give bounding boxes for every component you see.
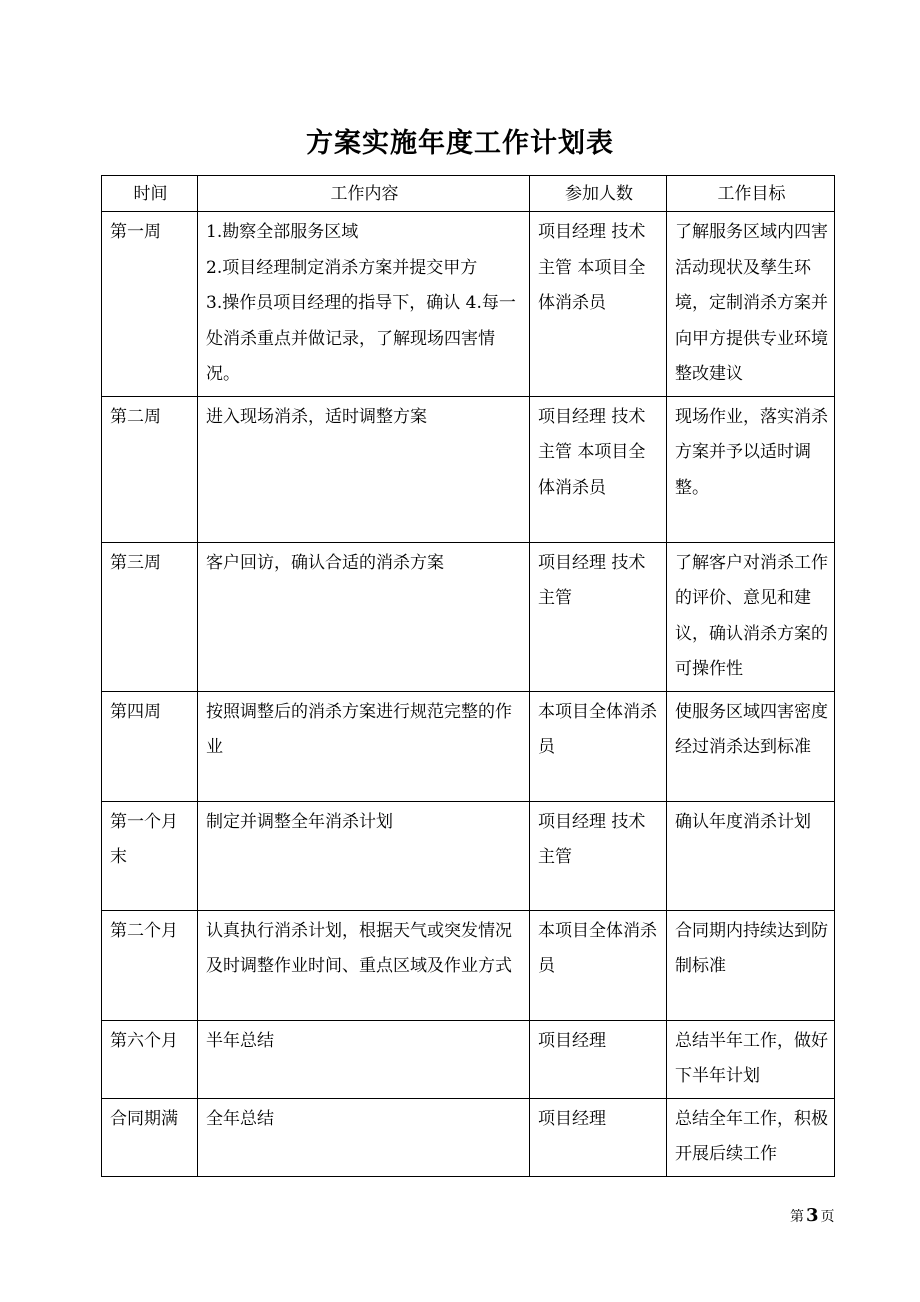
cell-time: 第四周 bbox=[102, 691, 198, 801]
cell-staff: 本项目全体消杀员 bbox=[530, 910, 667, 1020]
table-row bbox=[102, 212, 835, 397]
cell-time: 第一个月末 bbox=[102, 801, 198, 910]
table-row bbox=[102, 910, 835, 1020]
cell-time: 合同期满 bbox=[102, 1098, 198, 1176]
cell-time: 第二周 bbox=[102, 396, 198, 542]
cell-goal: 了解客户对消杀工作的评价、意见和建议，确认消杀方案的可操作性 bbox=[667, 542, 835, 691]
content-line: 制定并调整全年消杀计划 bbox=[206, 811, 393, 832]
header-staff: 参加人数 bbox=[530, 176, 667, 212]
header-goal: 工作目标 bbox=[667, 176, 835, 212]
content-line: 半年总结 bbox=[206, 1030, 274, 1051]
cell-staff: 项目经理 bbox=[530, 1098, 667, 1176]
cell-goal: 总结全年工作，积极开展后续工作 bbox=[667, 1098, 835, 1176]
cell-content bbox=[198, 1098, 530, 1176]
cell-goal: 确认年度消杀计划 bbox=[667, 801, 835, 910]
cell-time: 第三周 bbox=[102, 542, 198, 691]
cell-staff: 项目经理 技术主管 本项目全体消杀员 bbox=[530, 212, 667, 397]
table-row bbox=[102, 1020, 835, 1098]
content-line: 认真执行消杀计划，根据天气或突发情况及时调整作业时间、重点区域及作业方式 bbox=[206, 920, 512, 976]
cell-goal: 合同期内持续达到防制标准 bbox=[667, 910, 835, 1020]
table-row bbox=[102, 691, 835, 801]
cell-goal: 使服务区域四害密度经过消杀达到标准 bbox=[667, 691, 835, 801]
cell-content bbox=[198, 1020, 530, 1098]
cell-content bbox=[198, 691, 530, 801]
content-line: 进入现场消杀，适时调整方案 bbox=[206, 406, 427, 427]
table-row bbox=[102, 542, 835, 691]
table-row bbox=[102, 396, 835, 542]
cell-goal: 现场作业，落实消杀方案并予以适时调整。 bbox=[667, 396, 835, 542]
work-plan-table bbox=[101, 175, 835, 1177]
table-header-row bbox=[102, 176, 835, 212]
page-number-prefix: 第 bbox=[790, 1209, 804, 1225]
cell-time: 第二个月 bbox=[102, 910, 198, 1020]
page-number-suffix: 页 bbox=[820, 1209, 835, 1225]
content-line: 客户回访，确认合适的消杀方案 bbox=[206, 552, 444, 573]
cell-content bbox=[198, 542, 530, 691]
content-line: 1.勘察全部服务区域 bbox=[206, 222, 359, 242]
cell-staff: 项目经理 bbox=[530, 1020, 667, 1098]
cell-content bbox=[198, 801, 530, 910]
content-line: 按照调整后的消杀方案进行规范完整的作业 bbox=[206, 701, 512, 757]
cell-time: 第一周 bbox=[102, 212, 198, 397]
cell-content bbox=[198, 910, 530, 1020]
cell-staff: 项目经理 技术主管 bbox=[530, 542, 667, 691]
table-row bbox=[102, 1098, 835, 1176]
page-title: 方案实施年度工作计划表 bbox=[306, 128, 614, 159]
header-time: 时间 bbox=[102, 176, 198, 212]
table-row bbox=[102, 801, 835, 910]
page-number-value: 3 bbox=[806, 1205, 819, 1226]
cell-goal: 总结半年工作，做好下半年计划 bbox=[667, 1020, 835, 1098]
cell-content bbox=[198, 212, 530, 397]
page-number bbox=[790, 1206, 835, 1227]
content-line: 2.项目经理制定消杀方案并提交甲方 bbox=[206, 257, 478, 278]
cell-time: 第六个月 bbox=[102, 1020, 198, 1098]
cell-goal: 了解服务区域内四害活动现状及孳生环境，定制消杀方案并向甲方提供专业环境整改建议 bbox=[667, 212, 835, 397]
cell-staff: 本项目全体消杀员 bbox=[530, 691, 667, 801]
content-line: 全年总结 bbox=[206, 1108, 274, 1129]
cell-content bbox=[198, 396, 530, 542]
header-content: 工作内容 bbox=[198, 176, 530, 212]
cell-staff: 项目经理 技术主管 本项目全体消杀员 bbox=[530, 396, 667, 542]
content-line: 3.操作员项目经理的指导下，确认 4.每一处消杀重点并做记录，了解现场四害情况。 bbox=[206, 293, 516, 384]
cell-staff: 项目经理 技术主管 bbox=[530, 801, 667, 910]
